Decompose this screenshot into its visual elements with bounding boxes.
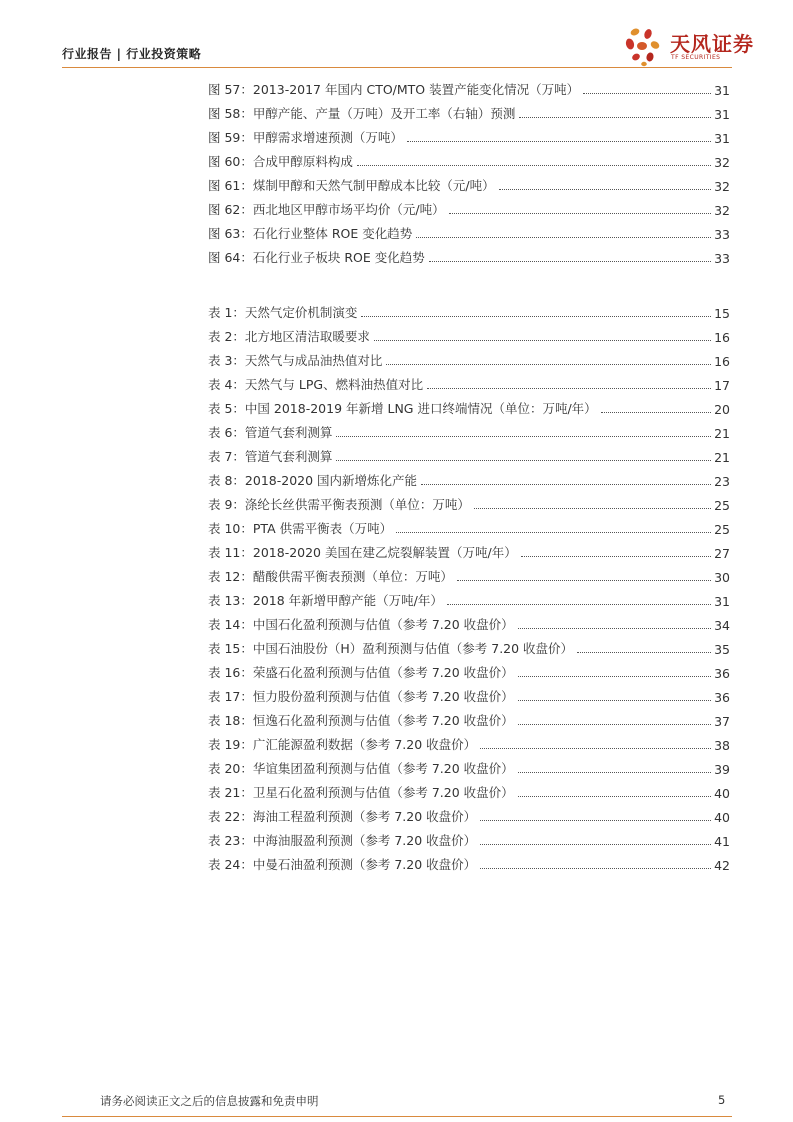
toc-entry-page: 40 bbox=[714, 786, 730, 801]
toc-entry-page: 16 bbox=[714, 354, 730, 369]
table-index-entry[interactable] bbox=[208, 492, 730, 516]
toc-entry-page: 32 bbox=[714, 203, 730, 218]
table-index-entry[interactable] bbox=[208, 852, 730, 876]
table-index-entry[interactable] bbox=[208, 468, 730, 492]
toc-entry-page: 21 bbox=[714, 450, 730, 465]
page-number: 5 bbox=[718, 1093, 726, 1107]
toc-entry-label: 表 23：中海油服盈利预测（参考 7.20 收盘价） bbox=[208, 833, 477, 848]
table-index-entry[interactable] bbox=[208, 420, 730, 444]
table-index-entry[interactable] bbox=[208, 396, 730, 420]
toc-entry-page: 21 bbox=[714, 426, 730, 441]
figure-index-entry[interactable] bbox=[208, 173, 730, 197]
toc-entry-label: 表 10：PTA 供需平衡表（万吨） bbox=[208, 521, 393, 536]
toc-entry-label: 表 12：醋酸供需平衡表预测（单位：万吨） bbox=[208, 569, 453, 584]
table-index-entry[interactable] bbox=[208, 300, 730, 324]
toc-entry-label: 表 17：恒力股份盈利预测与估值（参考 7.20 收盘价） bbox=[208, 689, 514, 704]
table-index-entry[interactable] bbox=[208, 828, 730, 852]
table-index-entry[interactable] bbox=[208, 708, 730, 732]
toc-entry-page: 27 bbox=[714, 546, 730, 561]
dot-leader bbox=[518, 772, 711, 773]
toc-entry-page: 32 bbox=[714, 155, 730, 170]
toc-entry-page: 37 bbox=[714, 714, 730, 729]
dot-leader bbox=[521, 556, 711, 557]
dot-leader bbox=[518, 676, 711, 677]
table-index-entry[interactable] bbox=[208, 444, 730, 468]
dot-leader bbox=[416, 237, 711, 238]
table-index-entry[interactable] bbox=[208, 324, 730, 348]
table-index-entry[interactable] bbox=[208, 660, 730, 684]
logo-subtitle: TF SECURITIES bbox=[671, 54, 721, 61]
table-index-entry[interactable] bbox=[208, 756, 730, 780]
dot-leader bbox=[447, 604, 711, 605]
dot-leader bbox=[457, 580, 711, 581]
dot-leader bbox=[421, 484, 711, 485]
toc-entry-label: 表 11：2018-2020 美国在建乙烷裂解装置（万吨/年） bbox=[208, 545, 517, 560]
toc-entry-page: 31 bbox=[714, 107, 730, 122]
table-index-entry[interactable] bbox=[208, 372, 730, 396]
figure-index-entry[interactable] bbox=[208, 245, 730, 269]
toc-entry-label: 表 22：海油工程盈利预测（参考 7.20 收盘价） bbox=[208, 809, 477, 824]
toc-entry-page: 31 bbox=[714, 83, 730, 98]
toc-entry-page: 41 bbox=[714, 834, 730, 849]
figure-index-entry[interactable] bbox=[208, 197, 730, 221]
dot-leader bbox=[429, 261, 711, 262]
logo-mark-icon bbox=[622, 24, 666, 68]
dot-leader bbox=[449, 213, 712, 214]
dot-leader bbox=[480, 748, 711, 749]
toc-entry-label: 表 14：中国石化盈利预测与估值（参考 7.20 收盘价） bbox=[208, 617, 514, 632]
toc-entry-label: 图 64：石化行业子板块 ROE 变化趋势 bbox=[208, 250, 425, 265]
figure-index-list bbox=[208, 77, 730, 269]
dot-leader bbox=[480, 844, 711, 845]
toc-entry-label: 图 63：石化行业整体 ROE 变化趋势 bbox=[208, 226, 413, 241]
toc-entry-page: 36 bbox=[714, 690, 730, 705]
toc-entry-label: 表 2：北方地区清洁取暖要求 bbox=[208, 329, 370, 344]
toc-entry-page: 38 bbox=[714, 738, 730, 753]
footer-disclaimer: 请务必阅读正文之后的信息披露和免责申明 bbox=[100, 1094, 319, 1108]
toc-entry-label: 表 5：中国 2018-2019 年新增 LNG 进口终端情况（单位：万吨/年） bbox=[208, 401, 597, 416]
table-index-entry[interactable] bbox=[208, 732, 730, 756]
dot-leader bbox=[407, 141, 711, 142]
toc-entry-page: 39 bbox=[714, 762, 730, 777]
toc-entry-page: 31 bbox=[714, 131, 730, 146]
toc-entry-label: 表 21：卫星石化盈利预测与估值（参考 7.20 收盘价） bbox=[208, 785, 514, 800]
dot-leader bbox=[518, 796, 711, 797]
toc-entry-page: 25 bbox=[714, 498, 730, 513]
figure-index-entry[interactable] bbox=[208, 125, 730, 149]
toc-entry-label: 图 58：甲醇产能、产量（万吨）及开工率（右轴）预测 bbox=[208, 106, 516, 121]
toc-entry-page: 15 bbox=[714, 306, 730, 321]
toc-entry-page: 31 bbox=[714, 594, 730, 609]
toc-entry-label: 表 24：中曼石油盈利预测（参考 7.20 收盘价） bbox=[208, 857, 477, 872]
dot-leader bbox=[474, 508, 711, 509]
table-index-entry[interactable] bbox=[208, 780, 730, 804]
toc-entry-label: 表 19：广汇能源盈利数据（参考 7.20 收盘价） bbox=[208, 737, 477, 752]
toc-entry-label: 表 15：中国石油股份（H）盈利预测与估值（参考 7.20 收盘价） bbox=[208, 641, 574, 656]
dot-leader bbox=[361, 316, 711, 317]
toc-entry-label: 图 61：煤制甲醇和天然气制甲醇成本比较（元/吨） bbox=[208, 178, 495, 193]
logo-name: 天风证券 bbox=[670, 32, 754, 56]
table-index-entry[interactable] bbox=[208, 804, 730, 828]
table-index-entry[interactable] bbox=[208, 540, 730, 564]
table-index-entry[interactable] bbox=[208, 588, 730, 612]
toc-entry-page: 23 bbox=[714, 474, 730, 489]
dot-leader bbox=[499, 189, 712, 190]
dot-leader bbox=[577, 652, 711, 653]
toc-entry-label: 图 62：西北地区甲醇市场平均价（元/吨） bbox=[208, 202, 445, 217]
dot-leader bbox=[357, 165, 711, 166]
table-index-entry[interactable] bbox=[208, 684, 730, 708]
dot-leader bbox=[601, 412, 711, 413]
toc-entry-label: 表 8：2018-2020 国内新增炼化产能 bbox=[208, 473, 418, 488]
dot-leader bbox=[480, 820, 711, 821]
toc-entry-label: 图 57：2013-2017 年国内 CTO/MTO 装置产能变化情况（万吨） bbox=[208, 82, 580, 97]
toc-entry-label: 表 3：天然气与成品油热值对比 bbox=[208, 353, 383, 368]
toc-entry-label: 图 59：甲醇需求增速预测（万吨） bbox=[208, 130, 403, 145]
toc-entry-page: 40 bbox=[714, 810, 730, 825]
figure-index-entry[interactable] bbox=[208, 149, 730, 173]
report-category: 行业报告 | 行业投资策略 bbox=[62, 47, 202, 61]
header-divider bbox=[62, 67, 732, 68]
toc-entry-page: 25 bbox=[714, 522, 730, 537]
figure-index-entry[interactable] bbox=[208, 77, 730, 101]
tf-securities-logo bbox=[622, 24, 754, 68]
toc-entry-label: 表 1：天然气定价机制演变 bbox=[208, 305, 358, 320]
dot-leader bbox=[427, 388, 711, 389]
dot-leader bbox=[386, 364, 711, 365]
dot-leader bbox=[519, 117, 711, 118]
dot-leader bbox=[518, 700, 711, 701]
figure-index-entry[interactable] bbox=[208, 101, 730, 125]
dot-leader bbox=[518, 724, 711, 725]
dot-leader bbox=[518, 628, 711, 629]
toc-entry-page: 33 bbox=[714, 251, 730, 266]
toc-entry-label: 表 18：恒逸石化盈利预测与估值（参考 7.20 收盘价） bbox=[208, 713, 514, 728]
table-index-entry[interactable] bbox=[208, 516, 730, 540]
toc-entry-page: 16 bbox=[714, 330, 730, 345]
dot-leader bbox=[583, 93, 711, 94]
toc-entry-label: 表 4：天然气与 LPG、燃料油热值对比 bbox=[208, 377, 424, 392]
toc-entry-page: 42 bbox=[714, 858, 730, 873]
toc-entry-page: 20 bbox=[714, 402, 730, 417]
toc-entry-label: 表 20：华谊集团盈利预测与估值（参考 7.20 收盘价） bbox=[208, 761, 514, 776]
dot-leader bbox=[374, 340, 711, 341]
dot-leader bbox=[336, 460, 711, 461]
table-index-list bbox=[208, 300, 730, 876]
dot-leader bbox=[480, 868, 711, 869]
table-index-entry[interactable] bbox=[208, 564, 730, 588]
toc-entry-page: 35 bbox=[714, 642, 730, 657]
toc-entry-page: 30 bbox=[714, 570, 730, 585]
toc-entry-page: 36 bbox=[714, 666, 730, 681]
toc-entry-label: 表 13：2018 年新增甲醇产能（万吨/年） bbox=[208, 593, 443, 608]
dot-leader bbox=[336, 436, 711, 437]
table-index-entry[interactable] bbox=[208, 612, 730, 636]
figure-index-entry[interactable] bbox=[208, 221, 730, 245]
toc-entry-label: 图 60：合成甲醇原料构成 bbox=[208, 154, 353, 169]
table-index-entry[interactable] bbox=[208, 636, 730, 660]
toc-entry-label: 表 16：荣盛石化盈利预测与估值（参考 7.20 收盘价） bbox=[208, 665, 514, 680]
dot-leader bbox=[396, 532, 711, 533]
toc-entry-page: 17 bbox=[714, 378, 730, 393]
toc-entry-page: 32 bbox=[714, 179, 730, 194]
toc-entry-page: 33 bbox=[714, 227, 730, 242]
toc-entry-label: 表 7：管道气套利测算 bbox=[208, 449, 333, 464]
toc-entry-page: 34 bbox=[714, 618, 730, 633]
footer-divider bbox=[62, 1116, 732, 1117]
toc-entry-label: 表 9：涤纶长丝供需平衡表预测（单位：万吨） bbox=[208, 497, 470, 512]
table-index-entry[interactable] bbox=[208, 348, 730, 372]
toc-entry-label: 表 6：管道气套利测算 bbox=[208, 425, 333, 440]
